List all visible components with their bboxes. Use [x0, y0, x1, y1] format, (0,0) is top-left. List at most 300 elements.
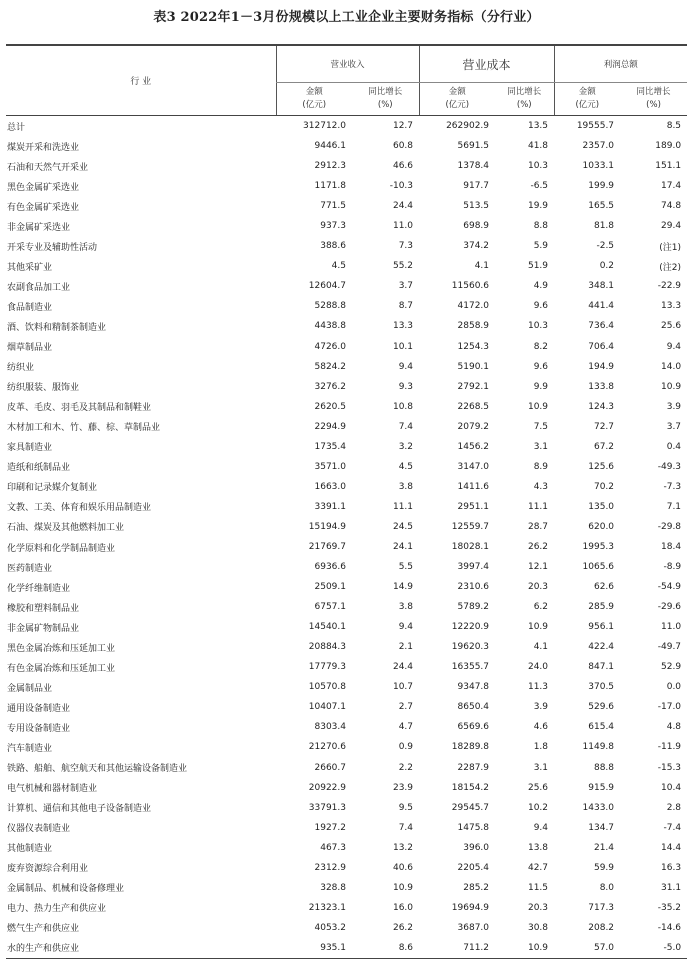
- cost-growth-cell: -6.5: [530, 181, 549, 192]
- table-row: [6, 778, 687, 798]
- revenue-amount-cell: 9446.1: [314, 141, 346, 152]
- cost-amount-cell: 8650.4: [457, 702, 490, 713]
- revenue-amount-cell: 935.1: [276, 938, 352, 959]
- cost-amount-cell: 1475.8: [457, 822, 490, 833]
- revenue-amount-cell: 771.5: [320, 201, 346, 212]
- revenue-amount-cell: 6757.1: [314, 602, 346, 613]
- revenue-amount-cell: 20922.9: [308, 782, 346, 793]
- profit-amount-header: 金额 (亿元): [554, 83, 620, 116]
- revenue-growth-cell: 7.4: [398, 822, 414, 833]
- table-row: [6, 256, 687, 276]
- revenue-growth-cell: 10.7: [392, 682, 414, 693]
- revenue-amount-cell: 467.3: [320, 842, 346, 853]
- cost-growth-cell: 19.9: [527, 201, 549, 212]
- table-row: [6, 136, 687, 156]
- industry-name-cell: 烟草制品业: [7, 343, 53, 354]
- industry-name-cell: 水的生产和供应业: [6, 938, 276, 959]
- cost-growth-cell: 30.8: [527, 922, 549, 933]
- industry-name-cell: 有色金属冶炼和压延加工业: [7, 663, 116, 674]
- revenue-header: 营业收入: [276, 45, 419, 83]
- industry-name-cell: 农副食品加工业: [7, 282, 71, 293]
- profit-header: 利润总额: [554, 45, 687, 83]
- profit-amount-cell: 59.9: [593, 862, 615, 873]
- table-row: [6, 858, 687, 878]
- profit-amount-cell: 124.3: [588, 401, 615, 412]
- table-title: 表3 2022年1－3月份规模以上工业企业主要财务指标（分行业）: [153, 10, 540, 25]
- table-row: [6, 657, 687, 677]
- cost-amount-cell: 11560.6: [451, 281, 490, 292]
- cost-growth-cell: 13.8: [527, 842, 549, 853]
- cost-amount-cell: 698.9: [463, 221, 490, 232]
- industry-name-cell: 其他采矿业: [7, 262, 53, 273]
- revenue-amount-cell: 12604.7: [308, 281, 346, 292]
- cost-amount-cell: 917.7: [463, 181, 490, 192]
- profit-amount-cell: 67.2: [593, 441, 615, 452]
- cost-amount-cell: 19620.3: [451, 642, 490, 653]
- table-row: [6, 918, 687, 938]
- cost-amount-cell: 16355.7: [451, 662, 490, 673]
- industry-name-cell: 仪器仪表制造业: [7, 824, 71, 835]
- industry-name-cell: 橡胶和塑料制品业: [7, 603, 80, 614]
- table-row: [6, 818, 687, 838]
- table-row: [6, 437, 687, 457]
- revenue-growth-cell: 2.2: [398, 762, 414, 773]
- cost-growth-cell: 41.8: [527, 141, 549, 152]
- revenue-growth-cell: 9.4: [398, 361, 414, 372]
- revenue-amount-cell: 17779.3: [308, 662, 346, 673]
- profit-growth-header: 同比增长 (%): [620, 83, 687, 116]
- industry-name-cell: 废弃资源综合利用业: [7, 864, 89, 875]
- profit-amount-cell: 1149.8: [582, 742, 615, 753]
- cost-amount-cell: 1411.6: [457, 481, 490, 492]
- cost-growth-cell: 8.2: [533, 341, 549, 352]
- revenue-amount-cell: 21270.6: [308, 742, 346, 753]
- cost-amount-cell: 5190.1: [457, 361, 490, 372]
- cost-amount-cell: 18289.8: [451, 742, 490, 753]
- cost-header: 营业成本: [419, 45, 554, 83]
- revenue-growth-cell: 12.7: [392, 121, 414, 132]
- profit-amount-cell: 348.1: [588, 281, 615, 292]
- cost-growth-cell: 20.3: [527, 582, 549, 593]
- industry-name-cell: 黑色金属矿采选业: [7, 182, 80, 193]
- profit-growth-cell: 0.4: [666, 441, 682, 452]
- revenue-amount-cell: 3391.1: [314, 501, 346, 512]
- industry-name-cell: 医药制造业: [7, 563, 53, 574]
- revenue-growth-cell: 16.0: [392, 902, 414, 913]
- profit-amount-cell: 70.2: [593, 481, 615, 492]
- revenue-amount-header: 金额 (亿元): [276, 83, 352, 116]
- industry-name-cell: 非金属矿采选业: [7, 222, 71, 233]
- revenue-amount-cell: 14540.1: [308, 622, 346, 633]
- profit-amount-cell: 422.4: [588, 642, 615, 653]
- profit-growth-cell: 10.4: [661, 782, 682, 793]
- table-row: [6, 116, 687, 137]
- cost-amount-cell: 9347.8: [457, 682, 490, 693]
- cost-growth-cell: 10.2: [527, 802, 549, 813]
- table-row: [6, 798, 687, 818]
- profit-amount-cell: 199.9: [588, 181, 615, 192]
- revenue-amount-cell: 2912.3: [314, 161, 346, 172]
- cost-amount-cell: 2310.6: [457, 582, 490, 593]
- industry-name-cell: 木材加工和木、竹、藤、棕、草制品业: [7, 423, 161, 434]
- revenue-amount-cell: 15194.9: [308, 521, 346, 532]
- profit-growth-cell: 11.0: [661, 622, 682, 633]
- revenue-amount-cell: 5288.8: [314, 301, 346, 312]
- profit-growth-cell: 16.3: [661, 862, 682, 873]
- profit-growth-cell: 52.9: [661, 662, 682, 673]
- revenue-growth-cell: 11.0: [392, 221, 414, 232]
- revenue-amount-cell: 33791.3: [308, 802, 346, 813]
- cost-amount-cell: 513.5: [463, 201, 490, 212]
- profit-growth-cell: -8.9: [663, 562, 682, 573]
- cost-growth-cell: 11.3: [527, 682, 549, 693]
- industry-name-cell: 家具制造业: [7, 443, 53, 454]
- profit-growth-cell: 3.9: [666, 401, 682, 412]
- revenue-growth-cell: 9.4: [398, 622, 414, 633]
- revenue-growth-cell: 0.9: [398, 742, 414, 753]
- cost-amount-cell: 1456.2: [457, 441, 490, 452]
- revenue-growth-cell: 3.7: [398, 281, 414, 292]
- table-row: [6, 557, 687, 577]
- table-row: [6, 156, 687, 176]
- cost-growth-cell: 4.1: [533, 642, 549, 653]
- revenue-growth-header: 同比增长 (%): [352, 83, 419, 116]
- revenue-growth-cell: 9.5: [398, 802, 414, 813]
- industry-name-cell: 造纸和纸制品业: [7, 463, 71, 474]
- profit-growth-cell: (注2): [659, 262, 682, 273]
- table-row: [6, 878, 687, 898]
- cost-amount-cell: 285.2: [463, 882, 490, 893]
- profit-amount-cell: 706.4: [588, 341, 615, 352]
- cost-growth-cell: 20.3: [527, 902, 549, 913]
- table-row: [6, 196, 687, 216]
- profit-amount-cell: -2.5: [596, 241, 615, 252]
- cost-amount-cell: 6569.6: [457, 722, 490, 733]
- cost-amount-cell: 2858.9: [457, 321, 490, 332]
- industry-name-cell: 燃气生产和供应业: [7, 924, 80, 935]
- profit-growth-cell: (注1): [659, 242, 682, 253]
- cost-growth-cell: 51.9: [527, 261, 549, 272]
- revenue-growth-cell: 60.8: [392, 141, 414, 152]
- industry-name-cell: 石油、煤炭及其他燃料加工业: [7, 523, 125, 534]
- table-row: [6, 236, 687, 256]
- table-row: [6, 176, 687, 196]
- revenue-amount-cell: 6936.6: [314, 562, 346, 573]
- industry-name-cell: 电力、热力生产和供应业: [7, 904, 107, 915]
- profit-amount-cell: 57.0: [554, 938, 620, 959]
- profit-amount-cell: 88.8: [593, 762, 615, 773]
- profit-growth-cell: -29.8: [657, 521, 682, 532]
- table-row: [6, 617, 687, 637]
- profit-amount-cell: 915.9: [588, 782, 615, 793]
- revenue-growth-cell: 23.9: [392, 782, 414, 793]
- cost-amount-cell: 4.1: [474, 261, 490, 272]
- industry-name-cell: 开采专业及辅助性活动: [7, 242, 98, 253]
- cost-growth-cell: 26.2: [527, 542, 549, 552]
- table-row: [6, 377, 687, 397]
- revenue-amount-cell: 10407.1: [308, 702, 346, 713]
- revenue-growth-cell: 55.2: [392, 261, 414, 272]
- revenue-amount-cell: 20884.3: [308, 642, 346, 653]
- cost-growth-cell: 7.5: [533, 421, 549, 432]
- cost-growth-header: 同比增长 (%): [495, 83, 554, 116]
- cost-amount-cell: 3997.4: [457, 562, 490, 573]
- revenue-growth-cell: 40.6: [392, 862, 414, 873]
- profit-growth-cell: 18.4: [661, 542, 682, 552]
- industry-name-cell: 化学纤维制造业: [7, 583, 71, 594]
- profit-amount-cell: 529.6: [588, 702, 615, 713]
- revenue-growth-cell: 11.1: [392, 501, 414, 512]
- revenue-amount-cell: 21769.7: [308, 542, 346, 552]
- profit-growth-cell: -22.9: [657, 281, 682, 292]
- profit-amount-cell: 1995.3: [582, 542, 615, 552]
- profit-amount-cell: 370.5: [588, 682, 615, 693]
- table-row: [6, 216, 687, 236]
- cost-growth-cell: 5.9: [533, 241, 549, 252]
- profit-amount-cell: 133.8: [588, 381, 615, 392]
- revenue-growth-cell: 13.2: [392, 842, 414, 853]
- cost-growth-cell: 10.3: [527, 321, 549, 332]
- table-row: [6, 737, 687, 757]
- industry-name-cell: 食品制造业: [7, 302, 53, 313]
- industry-name-cell: 煤炭开采和洗选业: [7, 142, 80, 153]
- industry-name-cell: 电气机械和器材制造业: [7, 784, 98, 795]
- profit-growth-cell: 25.6: [661, 321, 682, 332]
- cost-growth-cell: 11.1: [527, 501, 549, 512]
- cost-amount-cell: 18154.2: [451, 782, 490, 793]
- revenue-amount-cell: 1735.4: [314, 441, 346, 452]
- cost-amount-cell: 711.2: [419, 938, 495, 959]
- revenue-amount-cell: 4438.8: [314, 321, 346, 332]
- revenue-amount-cell: 8303.4: [314, 722, 346, 733]
- profit-amount-cell: 134.7: [588, 822, 615, 833]
- cost-amount-cell: 2268.5: [457, 401, 490, 412]
- cost-growth-cell: 12.1: [527, 562, 549, 573]
- cost-growth-cell: 8.9: [533, 461, 549, 472]
- profit-growth-cell: 31.1: [661, 882, 682, 893]
- profit-growth-cell: 2.8: [666, 802, 682, 813]
- cost-growth-cell: 9.9: [533, 381, 549, 392]
- revenue-amount-cell: 1663.0: [314, 481, 346, 492]
- cost-amount-cell: 396.0: [463, 842, 490, 853]
- cost-growth-cell: 11.5: [527, 882, 549, 893]
- cost-growth-cell: 10.3: [527, 161, 549, 172]
- profit-growth-cell: 13.3: [661, 301, 682, 312]
- profit-amount-cell: 615.4: [588, 722, 615, 733]
- profit-growth-cell: -11.9: [657, 742, 682, 753]
- profit-amount-cell: 717.3: [588, 902, 615, 913]
- profit-growth-cell: 29.4: [661, 221, 682, 232]
- revenue-growth-cell: 5.5: [398, 562, 414, 573]
- cost-growth-cell: 4.6: [533, 722, 549, 733]
- table-row: [6, 457, 687, 477]
- table-row: [6, 357, 687, 377]
- revenue-growth-cell: 7.4: [398, 421, 414, 432]
- cost-amount-cell: 262902.9: [446, 121, 490, 132]
- cost-growth-cell: 8.8: [533, 221, 549, 232]
- industry-name-cell: 铁路、船舶、航空航天和其他运输设备制造业: [7, 764, 188, 775]
- cost-amount-cell: 5789.2: [457, 602, 490, 613]
- cost-growth-cell: 13.5: [527, 121, 549, 132]
- revenue-amount-cell: 4.5: [331, 261, 346, 272]
- cost-growth-cell: 42.7: [527, 862, 549, 873]
- industry-name-cell: 酒、饮料和精制茶制造业: [7, 322, 107, 333]
- revenue-amount-cell: 4726.0: [314, 341, 346, 352]
- revenue-growth-cell: 10.8: [392, 401, 414, 412]
- profit-growth-cell: 14.4: [661, 842, 682, 853]
- profit-amount-cell: 165.5: [588, 201, 615, 212]
- profit-amount-cell: 135.0: [588, 501, 615, 512]
- revenue-growth-cell: 24.4: [392, 662, 414, 673]
- industry-name-cell: 专用设备制造业: [7, 723, 71, 734]
- revenue-growth-cell: 4.5: [398, 461, 414, 472]
- industry-name-cell: 文教、工美、体育和娱乐用品制造业: [7, 503, 152, 514]
- table-row: [6, 898, 687, 918]
- cost-amount-cell: 12559.7: [451, 521, 490, 532]
- table-row: [6, 577, 687, 597]
- cost-amount-cell: 2792.1: [457, 381, 490, 392]
- profit-growth-cell: 0.0: [666, 682, 682, 693]
- revenue-growth-cell: 3.8: [398, 602, 414, 613]
- industry-header: 行 业: [6, 45, 276, 116]
- cost-amount-cell: 29545.7: [451, 802, 490, 813]
- table-row: [6, 337, 687, 357]
- cost-amount-cell: 19694.9: [451, 902, 490, 913]
- table-row: [6, 717, 687, 737]
- profit-amount-cell: 194.9: [588, 361, 615, 372]
- table-body: [6, 116, 687, 959]
- profit-growth-cell: -7.4: [663, 822, 682, 833]
- revenue-amount-cell: 1171.8: [314, 181, 346, 192]
- industry-name-cell: 皮革、毛皮、羽毛及其制品和制鞋业: [7, 403, 152, 414]
- profit-growth-cell: -17.0: [657, 702, 682, 713]
- revenue-growth-cell: 2.1: [398, 642, 414, 653]
- profit-growth-cell: 7.1: [666, 501, 682, 512]
- profit-growth-cell: -35.2: [657, 902, 682, 913]
- revenue-growth-cell: 26.2: [392, 922, 414, 933]
- profit-growth-cell: -15.3: [657, 762, 682, 773]
- industry-name-cell: 通用设备制造业: [7, 703, 71, 714]
- table-row: [6, 537, 687, 557]
- profit-amount-cell: 620.0: [588, 521, 615, 532]
- profit-growth-cell: 10.9: [661, 381, 682, 392]
- profit-growth-cell: 14.0: [661, 361, 682, 372]
- profit-growth-cell: -49.7: [657, 642, 682, 653]
- industry-name-cell: 印刷和记录媒介复制业: [7, 483, 98, 494]
- cost-growth-cell: 3.9: [533, 702, 549, 713]
- table-row: [6, 597, 687, 617]
- profit-growth-cell: -54.9: [657, 582, 682, 593]
- profit-amount-cell: 19555.7: [576, 121, 615, 132]
- cost-amount-cell: 1254.3: [457, 341, 490, 352]
- industry-name-cell: 黑色金属冶炼和压延加工业: [7, 643, 116, 654]
- revenue-amount-cell: 3276.2: [314, 381, 346, 392]
- cost-growth-cell: 3.1: [533, 762, 549, 773]
- revenue-growth-cell: 46.6: [392, 161, 414, 172]
- cost-growth-cell: 1.8: [533, 742, 549, 753]
- profit-growth-cell: 8.5: [666, 121, 682, 132]
- revenue-growth-cell: 13.3: [392, 321, 414, 332]
- revenue-amount-cell: 937.3: [320, 221, 346, 232]
- industry-name-cell: 石油和天然气开采业: [7, 162, 89, 173]
- cost-amount-cell: 374.2: [463, 241, 490, 252]
- table-row: [6, 677, 687, 697]
- revenue-growth-cell: 2.7: [398, 702, 414, 713]
- industry-name-cell: 纺织业: [7, 363, 35, 374]
- revenue-amount-cell: 2312.9: [314, 862, 346, 873]
- revenue-amount-cell: 2620.5: [314, 401, 346, 412]
- industry-name-cell: 非金属矿物制品业: [7, 623, 80, 634]
- revenue-amount-cell: 1927.2: [314, 822, 346, 833]
- revenue-amount-cell: 328.8: [320, 882, 346, 893]
- table-row: [6, 637, 687, 657]
- profit-amount-cell: 1065.6: [582, 562, 615, 573]
- cost-amount-cell: 18028.1: [451, 542, 490, 552]
- industry-name-cell: 其他制造业: [7, 844, 53, 855]
- cost-amount-cell: 12220.9: [451, 622, 490, 633]
- industry-name-cell: 金属制品业: [7, 683, 53, 694]
- cost-growth-cell: 10.9: [527, 401, 549, 412]
- revenue-amount-cell: 312712.0: [303, 121, 346, 132]
- industry-name-cell: 纺织服装、服饰业: [7, 383, 80, 394]
- cost-growth-cell: 9.4: [533, 822, 549, 833]
- industry-name-cell: 化学原料和化学制品制造业: [7, 543, 116, 554]
- cost-growth-cell: 3.1: [533, 441, 549, 452]
- profit-growth-cell: 74.8: [661, 201, 682, 212]
- cost-growth-cell: 24.0: [527, 662, 549, 673]
- cost-growth-cell: 6.2: [533, 602, 549, 613]
- table-row: [6, 296, 687, 316]
- revenue-amount-cell: 5824.2: [314, 361, 346, 372]
- revenue-amount-cell: 2294.9: [314, 421, 346, 432]
- profit-amount-cell: 2357.0: [582, 141, 615, 152]
- profit-growth-cell: 189.0: [655, 141, 682, 152]
- profit-amount-cell: 81.8: [593, 221, 615, 232]
- revenue-growth-cell: 10.1: [392, 341, 414, 352]
- profit-amount-cell: 736.4: [588, 321, 615, 332]
- industry-name-cell: 金属制品、机械和设备修理业: [7, 884, 125, 895]
- cost-growth-cell: 28.7: [527, 521, 549, 532]
- revenue-amount-cell: 4053.2: [314, 922, 346, 933]
- cost-amount-cell: 5691.5: [457, 141, 490, 152]
- revenue-growth-cell: 24.5: [392, 521, 414, 532]
- revenue-growth-cell: 8.7: [398, 301, 414, 312]
- profit-amount-cell: 1033.1: [582, 161, 615, 172]
- profit-amount-cell: 62.6: [593, 582, 615, 593]
- revenue-amount-cell: 2509.1: [314, 582, 346, 593]
- table-row: [6, 316, 687, 336]
- cost-amount-header: 金额 (亿元): [419, 83, 495, 116]
- table-row: [6, 517, 687, 537]
- industry-name-cell: 计算机、通信和其他电子设备制造业: [7, 804, 152, 815]
- table-row: [6, 497, 687, 517]
- profit-growth-cell: -14.6: [657, 922, 682, 933]
- cost-amount-cell: 2079.2: [457, 421, 490, 432]
- cost-amount-cell: 3687.0: [457, 922, 490, 933]
- table-row: [6, 758, 687, 778]
- profit-amount-cell: 125.6: [588, 461, 615, 472]
- cost-amount-cell: 2205.4: [457, 862, 490, 873]
- profit-amount-cell: 8.0: [599, 882, 615, 893]
- table-row: [6, 697, 687, 717]
- table-row: [6, 477, 687, 497]
- cost-growth-cell: 9.6: [533, 361, 549, 372]
- revenue-amount-cell: 21323.1: [308, 902, 346, 913]
- revenue-growth-cell: -10.3: [389, 181, 414, 192]
- profit-growth-cell: 17.4: [661, 181, 682, 192]
- table-row: [6, 417, 687, 437]
- cost-growth-cell: 4.3: [533, 481, 549, 492]
